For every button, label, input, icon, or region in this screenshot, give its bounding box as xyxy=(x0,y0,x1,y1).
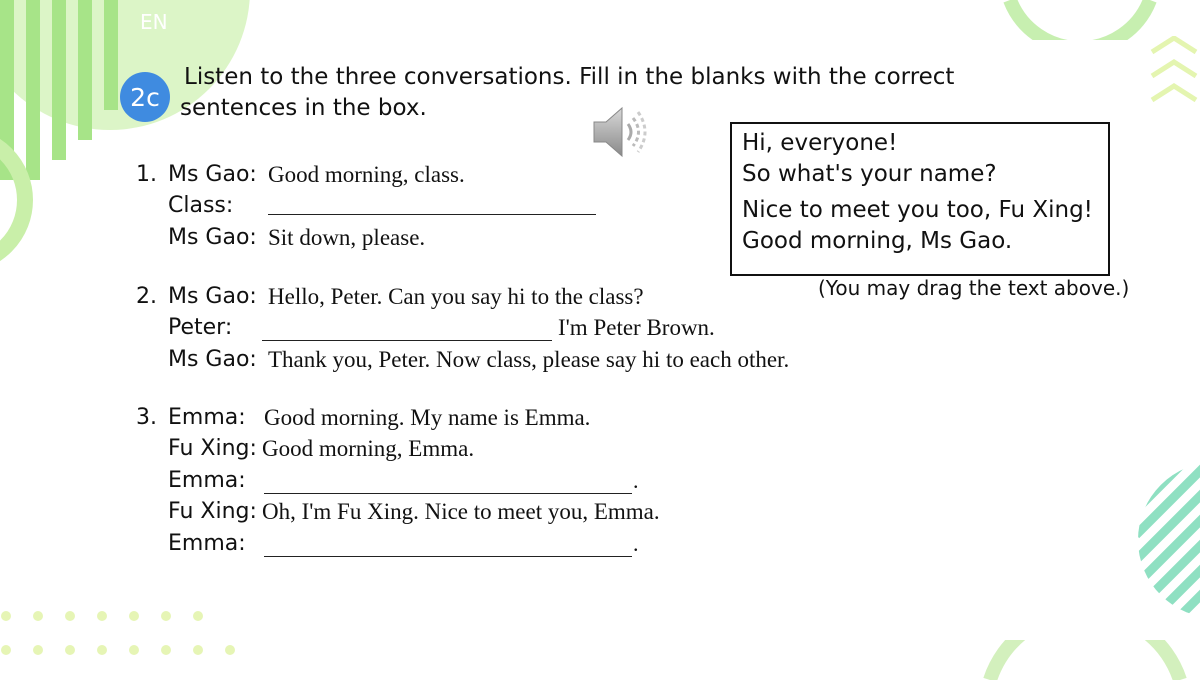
line-text: Good morning. My name is Emma. xyxy=(264,405,591,430)
speaker-name: Ms Gao: xyxy=(168,284,257,309)
line-end-period: . xyxy=(633,468,639,493)
draggable-option[interactable]: So what's your name? xyxy=(742,161,997,187)
answer-blank[interactable] xyxy=(268,190,596,215)
instruction-line-2: sentences in the box. xyxy=(180,95,427,121)
speaker-name: Emma: xyxy=(168,468,246,493)
drag-hint: (You may drag the text above.) xyxy=(818,276,1130,300)
line-text: Hello, Peter. Can you say hi to the class? xyxy=(268,284,644,309)
line-text: Sit down, please. xyxy=(268,225,426,250)
speaker-name: Peter: xyxy=(168,315,233,340)
decor-top-right-ring xyxy=(1000,0,1200,40)
answer-blank[interactable] xyxy=(264,469,632,494)
speaker-name: Class: xyxy=(168,193,234,218)
line-text: Good morning, class. xyxy=(268,162,465,187)
draggable-option[interactable]: Nice to meet you too, Fu Xing! xyxy=(742,197,1093,223)
line-text: Oh, I'm Fu Xing. Nice to meet you, Emma. xyxy=(262,499,660,524)
instruction-line-1: Listen to the three conversations. Fill in the blanks with the correct xyxy=(184,64,955,90)
decor-zigzag xyxy=(1148,36,1200,116)
conversation-number: 1. xyxy=(136,162,157,187)
speaker-icon[interactable] xyxy=(592,104,652,160)
speaker-name: Fu Xing: xyxy=(168,499,257,524)
speaker-name: Emma: xyxy=(168,405,246,430)
decor-dots xyxy=(0,604,260,664)
conversation-number: 3. xyxy=(136,405,157,430)
draggable-option[interactable]: Hi, everyone! xyxy=(742,130,898,156)
speaker-name: Ms Gao: xyxy=(168,347,257,372)
speaker-name: Fu Xing: xyxy=(168,436,257,461)
conversation-number: 2. xyxy=(136,284,157,309)
answer-blank[interactable] xyxy=(264,532,632,557)
language-tag: EN xyxy=(140,10,168,34)
decor-bottom-arc xyxy=(980,640,1200,680)
line-text: I'm Peter Brown. xyxy=(558,315,715,340)
draggable-option[interactable]: Good morning, Ms Gao. xyxy=(742,228,1013,254)
line-text: Thank you, Peter. Now class, please say hi to each other. xyxy=(268,347,790,372)
answer-blank[interactable] xyxy=(262,316,552,341)
speaker-name: Ms Gao: xyxy=(168,162,257,187)
line-text: Good morning, Emma. xyxy=(262,436,475,461)
line-end-period: . xyxy=(633,531,639,556)
speaker-name: Emma: xyxy=(168,531,246,556)
answer-option-box xyxy=(730,122,1110,276)
speaker-name: Ms Gao: xyxy=(168,225,257,250)
exercise-badge: 2c xyxy=(120,72,170,122)
